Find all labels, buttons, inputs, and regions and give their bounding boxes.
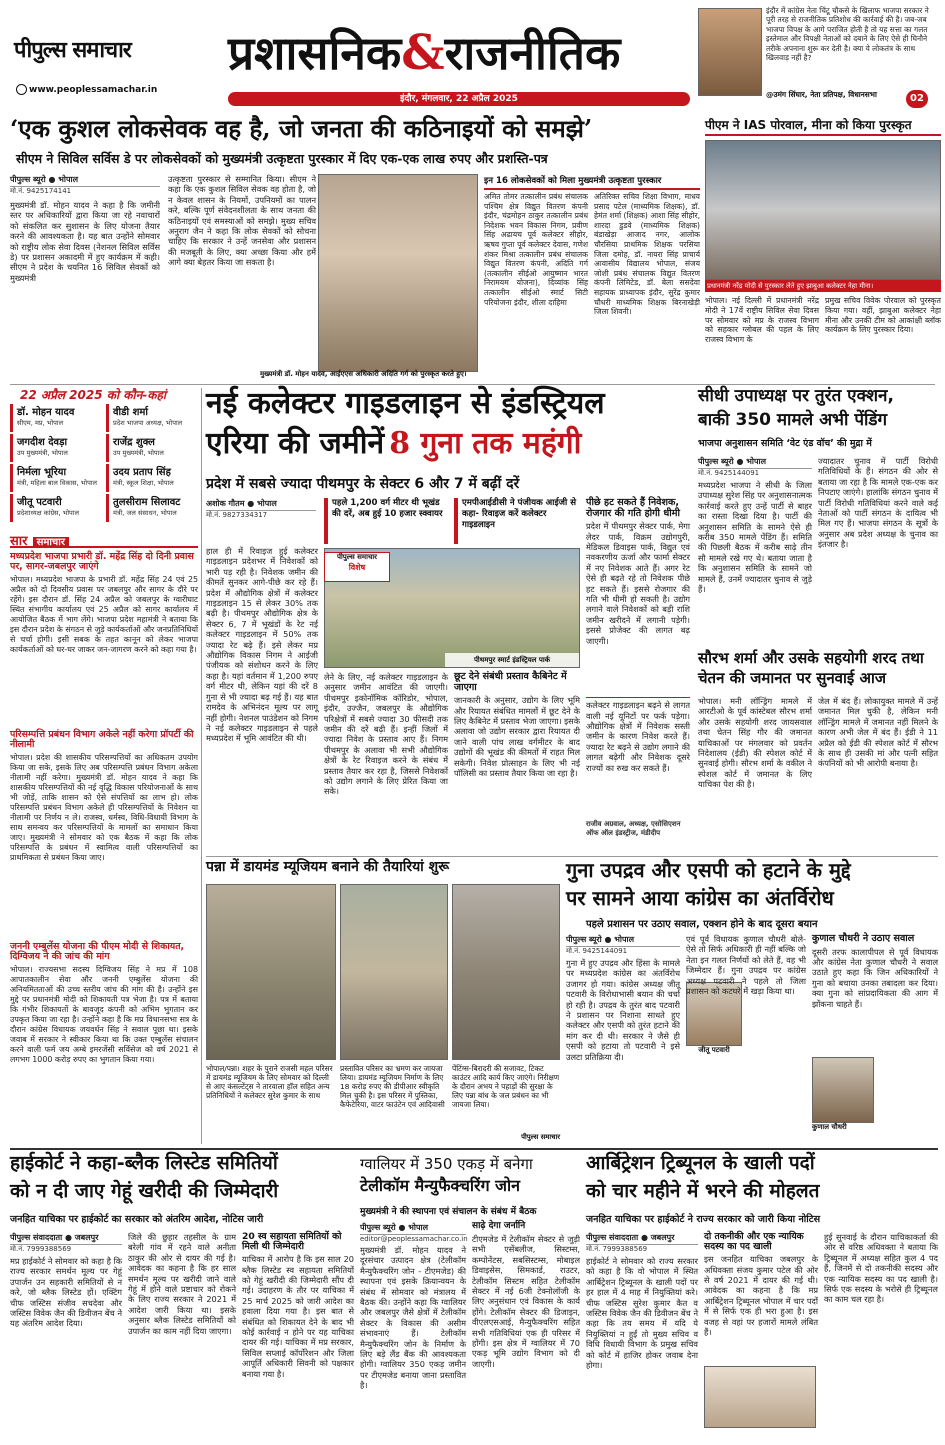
quote-portrait bbox=[698, 8, 762, 96]
collector-story bbox=[206, 386, 690, 854]
schedule-item: वीडी शर्मा प्रदेश भाजपा अध्यक्ष, भोपाल bbox=[106, 404, 198, 432]
panna-story bbox=[206, 858, 560, 1148]
lead-subhead: सीएम ने सिविल सर्विस डे पर लोकसेवकों को मुख्यमंत्री उत्कृष्टता पुरस्कार में दिए एक-एक लाख रुपए और प्रशस्ति-पत्र bbox=[16, 151, 548, 166]
gwalior-col2: साढ़े देगा जर्नानि टीएमजेड में टेलीकॉम सेक्टर से जुड़ी सभी एसेंबलीज, सिस्टम्स, कम्पोनेंटस, सबसिस्टम्स, मोबाइल डिवाइसेस, सिमकार्ड, राउटर, टेलीकॉम सिस्टम सहित टेलीकॉम सेक्टर में नई 6जी टेक्नोलॉजी के लिए अनुसंधान एवं विकास के कार्य होंगे। टेलीकॉम सेक्टर की डिजाइन, वीएलएसआई, मैन्युफैक्चरिंग सहित सभी गतिविधियां एक ही परिसर में होंगी। इस क्षेत्र में ग्वालियर में 70 एकड़ भूमि उद्योग विभाग को दी जाएगी। bbox=[472, 1221, 580, 1369]
website[interactable]: www.peoplessamachar.in bbox=[16, 84, 216, 98]
schedule-item: डॉ. मोहन यादव सीएम, मप्र, भोपाल bbox=[10, 404, 102, 432]
saar-item-2: परिसम्पत्ति प्रबंधन विभाग अकेले नहीं करेगा प्रॉपर्टी की नीलामी भोपाल। प्रदेश की शासकीय परिसम्पत्तियों का अधिकतम उपयोग किया जा सके, इसके लिए अब परिसम्पत्ति प्रबंधन विभाग अकेला नीलामी नहीं करेगा। मुख्यमंत्री डॉ. मोहन यादव ने कहा कि शासकीय परिसम्पत्तियों की नई वृद्धि विकास परियोजनाओं के साथ भी जोड़ें, ताकि शासन को ऐसे संपत्तियों का लाभ हो। लोक परिसम्पत्ति प्रबंधन विभाग अकेले ही परिसम्पत्तियों के निवेशन या नीलामी पर निर्णय न ले। राजस्व, धर्मस्व, विधि-विधायी विभाग के साथ समन्वय कर परिसम्पत्तियों के मामलों का समाधान किया जाए। मुख्यमंत्री ने सोमवार को एक बैठक में कहा कि लोक परिसम्पत्ति के प्रबंधन में स्वामित्व वाली परिसम्पत्तियों का प्राथमिकता से प्रबंधन किया जाए। bbox=[10, 729, 198, 862]
tribunal-building-photo bbox=[704, 1366, 816, 1428]
hc-wheat-headline-2: को न दी जाए गेहूं खरीदी की जिम्मेदारी bbox=[10, 1180, 279, 1202]
collector-col1-top: हाल ही में रिवाइज हुई कलेक्टर गाइडलाइन प्रदेशभर में निवेशकों को भारी पड़ रही है। निवेशक जमीन की कीमतें सुनकर आगे-पीछे कर रहे हैं। प्रदेश में औद्योगिक क्षेत्रों में कलेक्टर गाइडलाइन 15 से लेकर 30% तक बढ़ी है। पीथमपुर औद्योगिक क्षेत्र के सेक्टर 6, 7 में भूखंडों के रेट नई कलेक्टर गाइडलाइन में 50% तक ज्यादा रेट बढ़े हैं। इसे लेकर मप्र औद्योगिक विकास निगम ने आईजी पंजीयक को संशोधन करने के लिए कहा है। यहां वर्तमान में 1,200 रुपए वर्ग मीटर थी, लेकिन यहां की दरें 8 गुना से भी ज्यादा बढ़ गई हैं। यह बात रामदेव के अभिनंदन मूल्य पर लागू नहीं होगी। नेशनल पाउंडेशन को निगम ने नई कलेक्टर गाइडलाइन से पहले मध्यप्रदेश में भूमि आवंटित की थी। bbox=[206, 546, 318, 744]
lead-text-col2: उत्कृष्टता पुरस्कार से सम्मानित किया। सीएम ने कहा कि एक कुशल सिविल सेवक वह होता है, जो न केवल शासन के नियमों, उपनियमों का पालन करे, बल्कि पूर्ण संवेदनशीलता के साथ जनता की कठिनाइयों एवं समस्याओं को समझे। मुख्य सचिव अनुराग जैन ने कहा कि लोक सेवकों को सोचना चाहिए कि सरकार ने उन्हें जनसेवा और प्रशासन की मजबूती के लिए, क्या अच्छा किया और हमें आगे क्या बेहतर किया जा सकता है। bbox=[168, 174, 316, 268]
award-col2: प्रमुख सचिव विवेक पोरवाल को पुरस्कृत किया गया। वहीं, झाबुआ कलेक्टर नेहा मीना और उनकी टीम को आकांक्षी ब्लॉक कार्यक्रम के लिए पुरस्कार दिया। bbox=[825, 296, 941, 335]
quote-author: @उमंग सिंघार, नेता प्रतिपक्ष, विधानसभा bbox=[766, 90, 877, 99]
bjp-subhead: भाजपा अनुशासन समिति ‘वेट एंड वॉच’ की मुद्रा में bbox=[698, 438, 872, 449]
lead-text-col1: पीपुल्स ब्यूरो ● भोपाल मो.नं. 9425174141 मुख्यमंत्री डॉ. मोहन यादव ने कहा है कि जमीनी स्तर पर अधिकारियों द्वारा किया जा रहे नवाचारों को संकलित कर सुशासन के लिए योजना तैयार करने की आवश्यकता है। यह बात उन्होंने सोमवार को राष्ट्रीय लोक सेवा दिवस (नेशनल सिविल सर्विस डे) पर प्रशासन अकादमी में हुए कार्यक्रम में कही। सीएम ने प्रदेश के चयनित 16 सिविल सेवकों को मुख्यमंत्री bbox=[10, 175, 160, 283]
saurabh-story bbox=[698, 648, 938, 854]
gwalior-headline-2: टेलीकॉम मैन्युफैक्चरिंग जोन bbox=[360, 1176, 521, 1195]
globe-icon bbox=[16, 84, 27, 95]
schedule-item: तुलसीराम सिलावट मंत्री, जल संसाधन, भोपाल bbox=[106, 494, 198, 522]
award-photo bbox=[705, 140, 941, 280]
callout-mpidc: एमपीआईडीसी ने पंजीयक आईजी से कहा- रिवाइज करें कलेक्टर गाइडलाइन bbox=[454, 498, 580, 544]
divider bbox=[10, 384, 935, 385]
patwari-caption: जीतू पटवारी bbox=[698, 1046, 730, 1054]
lead-story bbox=[10, 112, 700, 384]
arbitration-headline-2: को चार महीने में भरने की मोहलत bbox=[586, 1180, 820, 1202]
lead-headline: ‘एक कुशल लोकसेवक वह है, जो जनता की कठिनाइयों को समझे’ bbox=[10, 114, 593, 143]
hc-wheat-subhead: जनहित याचिका पर हाईकोर्ट का सरकार को अंतरिम आदेश, नोटिस जारी bbox=[10, 1214, 264, 1225]
investors-sidebar: पीछे हट सकते हैं निवेशक, रोजगार की गति होगी धीमी प्रदेश में पीथमपुर सेक्टर पार्क, मेगा लेदर पार्क, विक्रम उद्योगपुरी, मेडिकल डिवाइस पार्क, विद्युत एवं नवकरणीय ऊर्जा और फार्मा सेक्टर में नए निवेशक आते हैं। अगर रेट ऐसे ही बढ़ते रहे तो निवेशक पीछे हट सकते हैं। इससे रोजगार की गति भी धीमी हो सकती है। उद्योग लगाने वाले निवेशकों को बड़ी राशि जमीन खरीदने में लगानी पड़ेगी। इससे प्रोजेक्ट की लागत बढ़ जाएगी। कलेक्टर गाइडलाइन बढ़ने से लागत वाली नई यूनिटों पर फर्क पड़ेगा। औद्योगिक क्षेत्रों में निवेशक सस्ती जमीन के कारण निवेश करते हैं। ज्यादा रेट बढ़ने से उद्योग लगाने की लागत बढ़ेगी और निवेशक दूसरे राज्यों का रुख कर सकते हैं। राजीव अग्रवाल, अध्यक्ष, एसोसिएशन ऑफ ऑल इंडस्ट्रीज, मंडीदीप bbox=[586, 497, 690, 838]
schedule-item: जीतू पटवारी प्रदेशाध्यक्ष कांग्रेस, भोपाल bbox=[10, 494, 102, 522]
divider bbox=[206, 856, 938, 857]
guna-col1: पीपुल्स ब्यूरो ● भोपाल मो.नं. 9425144091 गुना में हुए उपद्रव और हिंसा के मामले पर मध्यप्रदेश कांग्रेस का अंतर्विरोध उजागर हो गया। कांग्रेस अध्यक्ष जीतू पटवारी के विरोधाभासी बयान की चर्चा हो रही है। उपद्रव के तुरंत बाद पटवारी ने प्रशासन पर निशाना साधते हुए कलेक्टर और एसपी को तुरंत हटाने की मांग कर दी थी। सरकार ने जैसे ही एसपी को हटाया तो पटवारी ने इसे उलटा प्रतिक्रिया दी। bbox=[566, 935, 680, 1062]
section-title: प्रशासनिक&राजनीतिक bbox=[228, 25, 621, 81]
panna-photo-1 bbox=[206, 884, 336, 1060]
page-number: 02 bbox=[906, 90, 928, 108]
arbitration-col3: हुई सुनवाई के दौरान याचिकाकर्ता की ओर से वरिष्ठ अधिवक्ता ने बताया कि ट्रिब्यूनल में अध्यक्ष सहित कुल 4 पद हैं, जिनमें से दो तकनीकी सदस्य और एक न्यायिक सदस्य का पद खाली है। सिर्फ एक सदस्य के भरोसे ही ट्रिब्यूनल का काम चल रहा है। bbox=[824, 1232, 938, 1305]
collector-byline: अशोक गौतम ● भोपाल मो.नं. 9827334317 bbox=[206, 498, 316, 524]
saurabh-col1: भोपाल। मनी लॉन्ड्रिंग मामले में आरटीओ के पूर्व कांस्टेबल सौरभ शर्मा और उसके सहयोगी शरद जायसवाल तथा चेतन सिंह गौर की जमानत याचिकाओं पर मंगलवार को प्रवर्तन निदेशालय (ईडी) की स्पेशल कोर्ट में सुनवाई होगी। सौरभ शर्मा के वकील ने स्पेशल कोर्ट में जमानत के लिए याचिका पेश की है। bbox=[698, 696, 812, 790]
schedule-box bbox=[10, 386, 198, 526]
hc-wheat-col2: जिले की छुहार तहसील के ग्राम बरेली गांव में रहने वाले अनीता ठाकुर की ओर से दायर की गई है। आवेदक का कहना है कि हर साल समर्थन मूल्य पर खरीदी जाने वाले गेहूं में होने वाले प्रष्टाचार को रोकने के लिए राज्य सरकार ने 2021 में आदेश जारी किया था। इसके अनुसार ब्लैक लिस्टेड समितियों को उपार्जन का काम नहीं दिया जाएगा। bbox=[128, 1232, 236, 1336]
panna-caption-2: प्रस्तावित परिसर का भ्रमण कर जायजा लिया। डायमंड म्यूजियम निर्माण के लिए 18 करोड़ रुपए की डीपीआर स्वीकृति मिल चुकी है। इस परिसर में पुस्तिका, कैफेटेरिया, वाटर फाउंटेन एवं आदिवासी bbox=[340, 1064, 445, 1109]
guna-subhead: पहले प्रशासन पर उठाए सवाल, एक्शन होने के बाद दूसरा बयान bbox=[586, 919, 818, 930]
hc-wheat-story bbox=[10, 1152, 354, 1442]
lead-photo-caption: मुख्यमंत्री डॉ. मोहन यादव, आईएएस अधिकारी अदिति गर्ग को पुरस्कृत करते हुए। bbox=[260, 370, 467, 378]
saar-item-1: मध्यप्रदेश भाजपा प्रभारी डॉ. महेंद्र सिंह दो दिनी प्रवास पर, सागर-जबलपुर जाएंगे भोपाल। मध्यप्रदेश भाजपा के प्रभारी डॉ. महेंद्र सिंह 24 एवं 25 अप्रैल को दो दिवसीय प्रवास पर जबलपुर और सागर के दौरे पर रहेंगे। इस दौरान डॉ. सिंह 24 अप्रैल को जबलपुर के ग्वारीघाट स्थित संभागीय कार्यालय एवं 25 अप्रैल को सागर कार्यालय में आयोजित बैठक में भाग लेंगे। भाजपा प्रदेश महामंत्री ने बताया कि इस दौरान प्रदेश के संगठन से जुड़े कार्यकर्ताओं और जनप्रतिनिधियों से चर्चा होगी। इसी सबक के तहत कानून को लेकर भाजपा कार्यकर्ताओं को घर-घर जाकर जन-जागरण करने को कहा गया है। bbox=[10, 551, 198, 654]
guna-headline-2: पर सामने आया कांग्रेस का अंतर्विरोध bbox=[566, 886, 834, 910]
divider bbox=[10, 1148, 938, 1150]
collector-headline-1: नई कलेक्टर गाइडलाइन से इंडस्ट्रियल bbox=[206, 386, 605, 421]
chaudhary-box: कुणाल चौधरी ने उठाए सवाल दूसरी तरफ कालापीपल से पूर्व विधायक और कांग्रेस नेता कुणाल चौधरी ने सवाल उठाते हुए कहा कि जिन अधिकारियों ने गुना को बचाया उनका तबादला कर दिया। क्या गुना को सांप्रदायिकता की आग में झोंकना चाहते हैं। कुणाल चौधरी bbox=[812, 933, 938, 1131]
guna-story bbox=[566, 858, 938, 1148]
saurabh-headline: सौरभ शर्मा और उसके सहयोगी शरद तथा चेतन की जमानत पर सुनवाई आज bbox=[698, 649, 924, 687]
gwalior-col1: पीपुल्स ब्यूरो ● भोपाल editor@peoplessamachar.co.in मुख्यमंत्री डॉ. मोहन यादव ने दूरसंचार उत्पादन क्षेत्र (टेलीकॉम मैन्युफैक्चरिंग जोन - टीएमजेड) की स्थापना एवं इसके क्रियान्वयन के संबंध में सोमवार को मंत्रालय में बैठक की। उन्होंने कहा कि ग्वालियर और जबलपुर जैसे क्षेत्रों में टेलीकॉम सेक्टर के विकास की असीम संभावनाएं हैं। टेलीकॉम मैन्युफैक्चरिंग जोन के निर्माण के लिए बड़े लैंड बैंक की आवश्यकता होगी। ग्वालियर 350 एकड़ जमीन पर टीएमजेड बनाया जाना प्रस्तावित है। bbox=[360, 1223, 468, 1391]
panna-caption-1: भोपाल/पन्ना। शहर के पुराने राजसी महल परिसर में डायमंड म्यूजियम के लिए सोमवार को दिल्ली से आए कंसल्टेंट्स ने तारवाला हॉल सहित अन्य प्रतिनिधियों ने कलेक्टर सुरेश कुमार के साथ bbox=[206, 1064, 333, 1100]
guna-col2: एवं पूर्व विधायक कुणाल चौधरी बोले- ऐसे तो सिर्फ अधिकारी ही नहीं बल्कि जो नेता इन गलत निर्णयों को लेते हैं, वह भी जिम्मेदार हैं। गुना उपद्रव पर कांग्रेस अध्यक्ष पटवारी ने पहले तो जिला प्रशासन को कटघरे में खड़ा किया था। bbox=[686, 934, 806, 997]
bjp-col2: ज्यादातर चुनाव में पार्टी विरोधी गतिविधियों के हैं। संगठन की ओर से बताया जा रहा है कि मामले एक-एक कर निपटाए जाएंगे। हालांकि संगठन चुनाव में पार्टी विरोधी गतिविधियां करने वाले कई नेताओं को पार्टी संगठन के दायित्व भी मिल गए हैं। भाजपा संगठन के सूत्रों के अनुसार अब प्रदेश अध्यक्ष के चुनाव का इंतजार है। bbox=[818, 456, 938, 550]
guna-col2-lower bbox=[746, 982, 806, 1148]
saar-item-3: जननी एम्बुलेंस योजना की पीएम मोदी से शिकायत, दिग्विजय ने की जांच की मांग भोपाल। राज्यसभा सदस्य दिग्विजय सिंह ने मप्र में 108 आपातकालीन सेवा और जननी एम्बुलेंस योजना की अनियमितताओं की उच्च स्तरीय जांच की मांग की है। उन्होंने इस मुद्दे पर प्रधानमंत्री मोदी को शिकायती पत्र भेजा है। पत्र में बताया कि गंभीर शिकायतों के बावजूद कंपनी को अभिम भुगतान कर उपकृत किया जा रहा है। उन्होंने कहा है कि मप्र विधानसभा सत्र के दौरान कांग्रेस विधायक जयवर्धन सिंह ने सवाल पूछा था। इसके जवाब में सरकार ने स्वीकार किया था कि उक्त एम्बुलेंस संचालन करने वाली फर्म जय अम्बे इमरजेंसी सर्विसेज को वर्ष 2021 से लगभग 1000 करोड़ रुपए का भुगतान किया गया। bbox=[10, 941, 198, 1064]
arbitration-story bbox=[586, 1152, 938, 1442]
arbitration-headline-1: आर्बिट्रेशन ट्रिब्यूनल के खाली पदों bbox=[586, 1152, 815, 1174]
lead-photo-award bbox=[318, 174, 478, 372]
chaudhary-photo bbox=[812, 1057, 874, 1123]
gwalior-headline-1: ग्वालियर में 350 एकड़ में बनेगा bbox=[360, 1155, 533, 1173]
bjp-story bbox=[698, 386, 938, 648]
saurabh-col2: जेल में बंद हैं। लोकायुक्त मामले में उन्हें जमानत मिल चुकी है, लेकिन मनी लॉन्ड्रिंग मामले में जमानत नहीं मिलने के कारण अभी जेल में बंद हैं। ईडी ने 11 अप्रैल को ईडी की स्पेशल कोर्ट में सौरभ के साथ ही उसकी मां और पत्नी सहित कंपनियों को भी आरोपी बनाया है। bbox=[818, 696, 938, 769]
schedule-title: 22 अप्रैल 2025 को कौन-कहां bbox=[20, 388, 166, 402]
award-story bbox=[705, 112, 941, 384]
photo-caption-tag: पीथमपुर स्मार्ट इंडस्ट्रियल पार्क bbox=[445, 653, 579, 667]
collector-col2: लेने के लिए, नई कलेक्टर गाइडलाइन के अनुसार जमीन आवंटित की जाएगी। पीथमपुर इकोनॉमिक कॉरिडोर, भोपाल, इंदौर, उज्जैन, जबलपुर के औद्योगिक परिक्षेत्रों में सबसे ज्यादा 30 फीसदी तक जमीन की दरें बढ़ी हैं। इन्हीं जिलों में ज्यादा निवेश के प्रस्ताव आए हैं। निगम पीथमपुर के अलावा भी सभी औद्योगिक क्षेत्रों के रेट रिवाइज करने के संबंध में प्रस्ताव तैयार कर रहा है, जिससे निवेशकों को उद्योग लगाने के लिए प्रेरित किया जा सके। bbox=[324, 672, 448, 797]
panna-caption-3: पेंटिंग्स-बिरादरी की सजावट, टिकट काउंटर आदि कार्य किए जाएंगे। निरीक्षण के दौरान अभय ने पहाड़ों की सुरक्षा के लिए पन्ना बांध के जल प्रबंधन का भी जायजा लिया। bbox=[452, 1064, 560, 1109]
hc-wheat-box: 20 स्व सहायता समितियों को मिली थी जिम्मेदारी याचिका में आरोप है कि इस साल 20 ब्लैक लिस्टेड स्व सहायता समितियों को गेहूं खरीदी की जिम्मेदारी सौंप दी गई। उदाहरण के तौर पर याचिका में 25 मार्च 2025 को जारी आदेश का हवाला दिया गया है। इस बात से संबंधित को शिकायत देने के बाद भी कोई कार्रवाई न होने पर यह याचिका दायर की गई। याचिका में मप्र सरकार, सिविल सप्लाई कॉर्पोरेशन और जिला आपूर्ति अधिकारी सिवनी को पक्षकार बनाया गया है। bbox=[242, 1231, 354, 1379]
panna-photo-3 bbox=[452, 884, 560, 1060]
hc-wheat-headline-1: हाईकोर्ट ने कहा-ब्लैक लिस्टेड समितियों bbox=[10, 1152, 278, 1174]
awardees-box: इन 16 लोकसेवकों को मिला मुख्यमंत्री उत्कृष्टता पुरस्कार अमित तोमर तत्कालीन प्रबंध संचालक पश्चिम क्षेत्र विद्युत वितरण कंपनी इंदौर, चंद्रमोहन ठाकुर तत्कालीन प्रबंध निदेशक भवन विकास निगम, प्रवीण सिंह अढायच पूर्व कलेक्टर सीहोर, ऋषव गुप्ता पूर्व कलेक्टर देवास, गणेश शंकर मिश्रा तत्कालीन प्रबंध संचालक विद्युत वितरण कंपनी, अदिति गर्ग (तत्कालीन सीईओ आयुष्मान भारत निरामयम योजना), दिव्यांक सिंह तत्कालीन सीईओ स्मार्ट सिटी परियोजना इंदौर, शीला दाहिमा अतिरिक्त सचिव शिक्षा विभाग, माधव प्रसाद पटेल (माध्यमिक शिक्षक), डॉ. हेमंत शर्मा (शिक्षक) आशा सिंह सीहोर, शारदा डुडवे (माध्यमिक शिक्षक) बंडाखेड़ा आजाद नगर, आलोक चौरसिया प्राथमिक शिक्षक परसिया जिला दमोह, डॉ. नायरा सिंह प्राचार्य आवासीय विद्यालय भोपाल, संजय जोशी प्रबंध संचालक विद्युत वितरण कंपनी लिमिटेड, डॉ. बेला ससदेवा सहायक प्राध्यापक इंदौर, सुरेंद्र कुमार चौधरी माध्यमिक शिक्षक बिरनाखेड़ी जिला शिवनी। bbox=[484, 176, 700, 317]
bjp-headline-2: बाकी 350 मामले अभी पेंडिंग bbox=[698, 410, 888, 430]
concession-box: छूट देने संबंधी प्रस्ताव कैबिनेट में जाएगा जानकारी के अनुसार, उद्योग के लिए भूमि और रियायत संबंधित मामलों में छूट देने के लिए कैबिनेट में प्रस्ताव भेजा जाएगा। इसके अलावा जो उद्योग सरकार द्वारा रियायत दी जाने वाली पांच लाख वर्गमीटर के बाद उद्योगों की भूखंड की कीमतों में राहत मिल सकेगी। निवेश प्रोत्साहन के लिए भी नई पॉलिसी का प्रस्ताव तैयार किया जा रहा है। bbox=[454, 671, 580, 778]
bjp-col1: पीपुल्स ब्यूरो ● भोपाल मो.नं. 9425144091 मध्यप्रदेश भाजपा ने सीधी के जिला उपाध्यक्ष सुरेश सिंह पर अनुशासनात्मक कार्रवाई करते हुए उन्हें पार्टी से बाहर का रास्ता दिखा दिया है। पार्टी की अनुशासन समिति के सामने ऐसे ही करीब 350 मामले पेंडिंग हैं। समिति की पिछली बैठक में करीब साढ़े तीन सौ मामले रखे गए थे। बताया जाता है कि अनुशासन समिति के सामने जो मामले हैं, उनमें ज्यादातर चुनाव से जुड़े हैं। bbox=[698, 457, 812, 595]
schedule-grid bbox=[10, 404, 198, 526]
panna-photo-2 bbox=[340, 884, 448, 1060]
gwalior-story bbox=[360, 1152, 580, 1442]
vertical-divider bbox=[201, 388, 202, 1144]
panna-headline: पन्ना में डायमंड म्यूजियम बनाने की तैयारियां शुरू bbox=[206, 859, 450, 875]
schedule-item: निर्मला भूरिया मंत्री, महिला बाल विकास, भोपाल bbox=[10, 464, 102, 492]
quote-text: इंदौर में कांग्रेस नेता चिंटू चौकसे के खिलाफ भाजपा सरकार ने पूरी तरह से राजनीतिक प्रतिशोध की कार्रवाई की है। जब-जब भाजपा विपक्ष के आगे पराजित होती है तो यह सत्ता का गलत इस्तेमाल और विपक्षी नेताओं को दबाने के लिए ऐसे ही घिनौने तरीके अपनाना शुरू कर देती है। क्या ये लोकतंत्र के साथ खिलवाड़ नहीं है? bbox=[766, 6, 929, 63]
callout-rate: पहले 1,200 वर्ग मीटर थी भूखंड की दरें, अब हुई 10 हजार स्क्वायर bbox=[324, 498, 448, 544]
bjp-headline-1: सीधी उपाध्यक्ष पर तुरंत एक्शन, bbox=[698, 386, 894, 406]
peoples-special-badge: पीपुल्स समाचार विशेष bbox=[324, 552, 390, 582]
guna-headline-1: गुना उपद्रव और एसपी को हटाने के मुद्दे bbox=[566, 858, 851, 882]
quote-box bbox=[698, 4, 941, 108]
arbitration-col1: पीपुल्स संवाददाता ● जबलपुर मो.नं. 7999388569 हाईकोर्ट ने सोमवार को राज्य सरकार को कहा है कि वो भोपाल में स्थित आर्बिट्रेशन ट्रिब्यूनल के खाली पदों पर हर हाल में 4 माह में नियुक्तियां करे। चीफ जस्टिस सुरेश कुमार कैत व जस्टिस विवेक जैन की डिवीजन बेंच ने कहा कि तय समय में यदि ये नियुक्तियां न हुईं तो मुख्य सचिव व विधि विधायी विभाग के प्रमुख सचिव को कोर्ट में हाजिर होकर जवाब देना होगा। bbox=[586, 1233, 698, 1371]
collector-headline-2: एरिया की जमीनें 8 गुना तक महंगी bbox=[206, 426, 582, 461]
logo-text: पीपुल्स समाचार bbox=[14, 37, 131, 63]
schedule-item: जगदीश देवड़ा उप मुख्यमंत्री, भोपाल bbox=[10, 434, 102, 462]
masthead bbox=[0, 0, 945, 108]
saar-samachar bbox=[10, 530, 198, 1150]
arbitration-subhead: जनहित याचिका पर हाईकोर्ट ने राज्य सरकार को जारी किया नोटिस bbox=[586, 1214, 821, 1225]
logo bbox=[14, 28, 224, 72]
saar-title: सार समाचार bbox=[10, 530, 198, 548]
arbitration-box: दो तकनीकी और एक न्यायिक सदस्य का पद खाली इस जनहित याचिका जबलपुर के अधिवक्ता संजय कुमार पटेल की ओर से वर्ष 2021 में दायर की गई थी। आवेदक का कहना है कि मप्र आर्बिट्रेशन ट्रिब्यूनल भोपाल में चार पदों में से सिर्फ एक ही भरा हुआ है। इस वजह से वहां पर हजारों मामले लंबित हैं। bbox=[704, 1232, 818, 1442]
hc-wheat-col1: पीपुल्स संवाददाता ● जबलपुर मो.नं. 7999388569 मप्र हाईकोर्ट ने सोमवार को कहा है कि राज्य सरकार समर्थन मूल्य पर गेहूं उपार्जन उन सहकारी समितियों से न करे, जो ब्लैक लिस्टेड हों। एक्टिंग चीफ जस्टिस संजीव सचदेवा और जस्टिस विवेक जैन की डिवीजन बेंच ने यह अंतरिम आदेश दिया। bbox=[10, 1233, 122, 1329]
gwalior-subhead: मुख्यमंत्री ने की स्थापना एवं संचालन के संबंध में बैठक bbox=[360, 1207, 537, 1217]
award-headline-bar: पीएम ने IAS पोरवाल, मीना को किया पुरस्कृत bbox=[705, 116, 941, 136]
schedule-item: राजेंद्र शुक्ल उप मुख्यमंत्री, भोपाल bbox=[106, 434, 198, 462]
collector-subhead: प्रदेश में सबसे ज्यादा पीथमपुर के सेक्टर 6 और 7 में बढ़ीं दरें bbox=[206, 476, 520, 492]
panna-credit: पीपुल्स समाचार bbox=[521, 1133, 560, 1141]
award-col1: भोपाल। नई दिल्ली में प्रधानमंत्री नरेंद्र मोदी ने 17वें राष्ट्रीय सिविल सेवा दिवस पर सोमवार को मप्र के राजस्व विभाग को सहकार ग्लोबल की पहल के लिए राजस्व विभाग के bbox=[705, 296, 819, 345]
award-caption-bar: प्रधानमंत्री नरेंद्र मोदी से पुरस्कार लेते हुए झाबुआ कलेक्टर नेहा मीना। bbox=[705, 280, 941, 292]
dateline-bar: इंदौर, मंगलवार, 22 अप्रैल 2025 bbox=[228, 92, 690, 106]
schedule-item: उदय प्रताप सिंह मंत्री, स्कूल शिक्षा, भोपाल bbox=[106, 464, 198, 492]
